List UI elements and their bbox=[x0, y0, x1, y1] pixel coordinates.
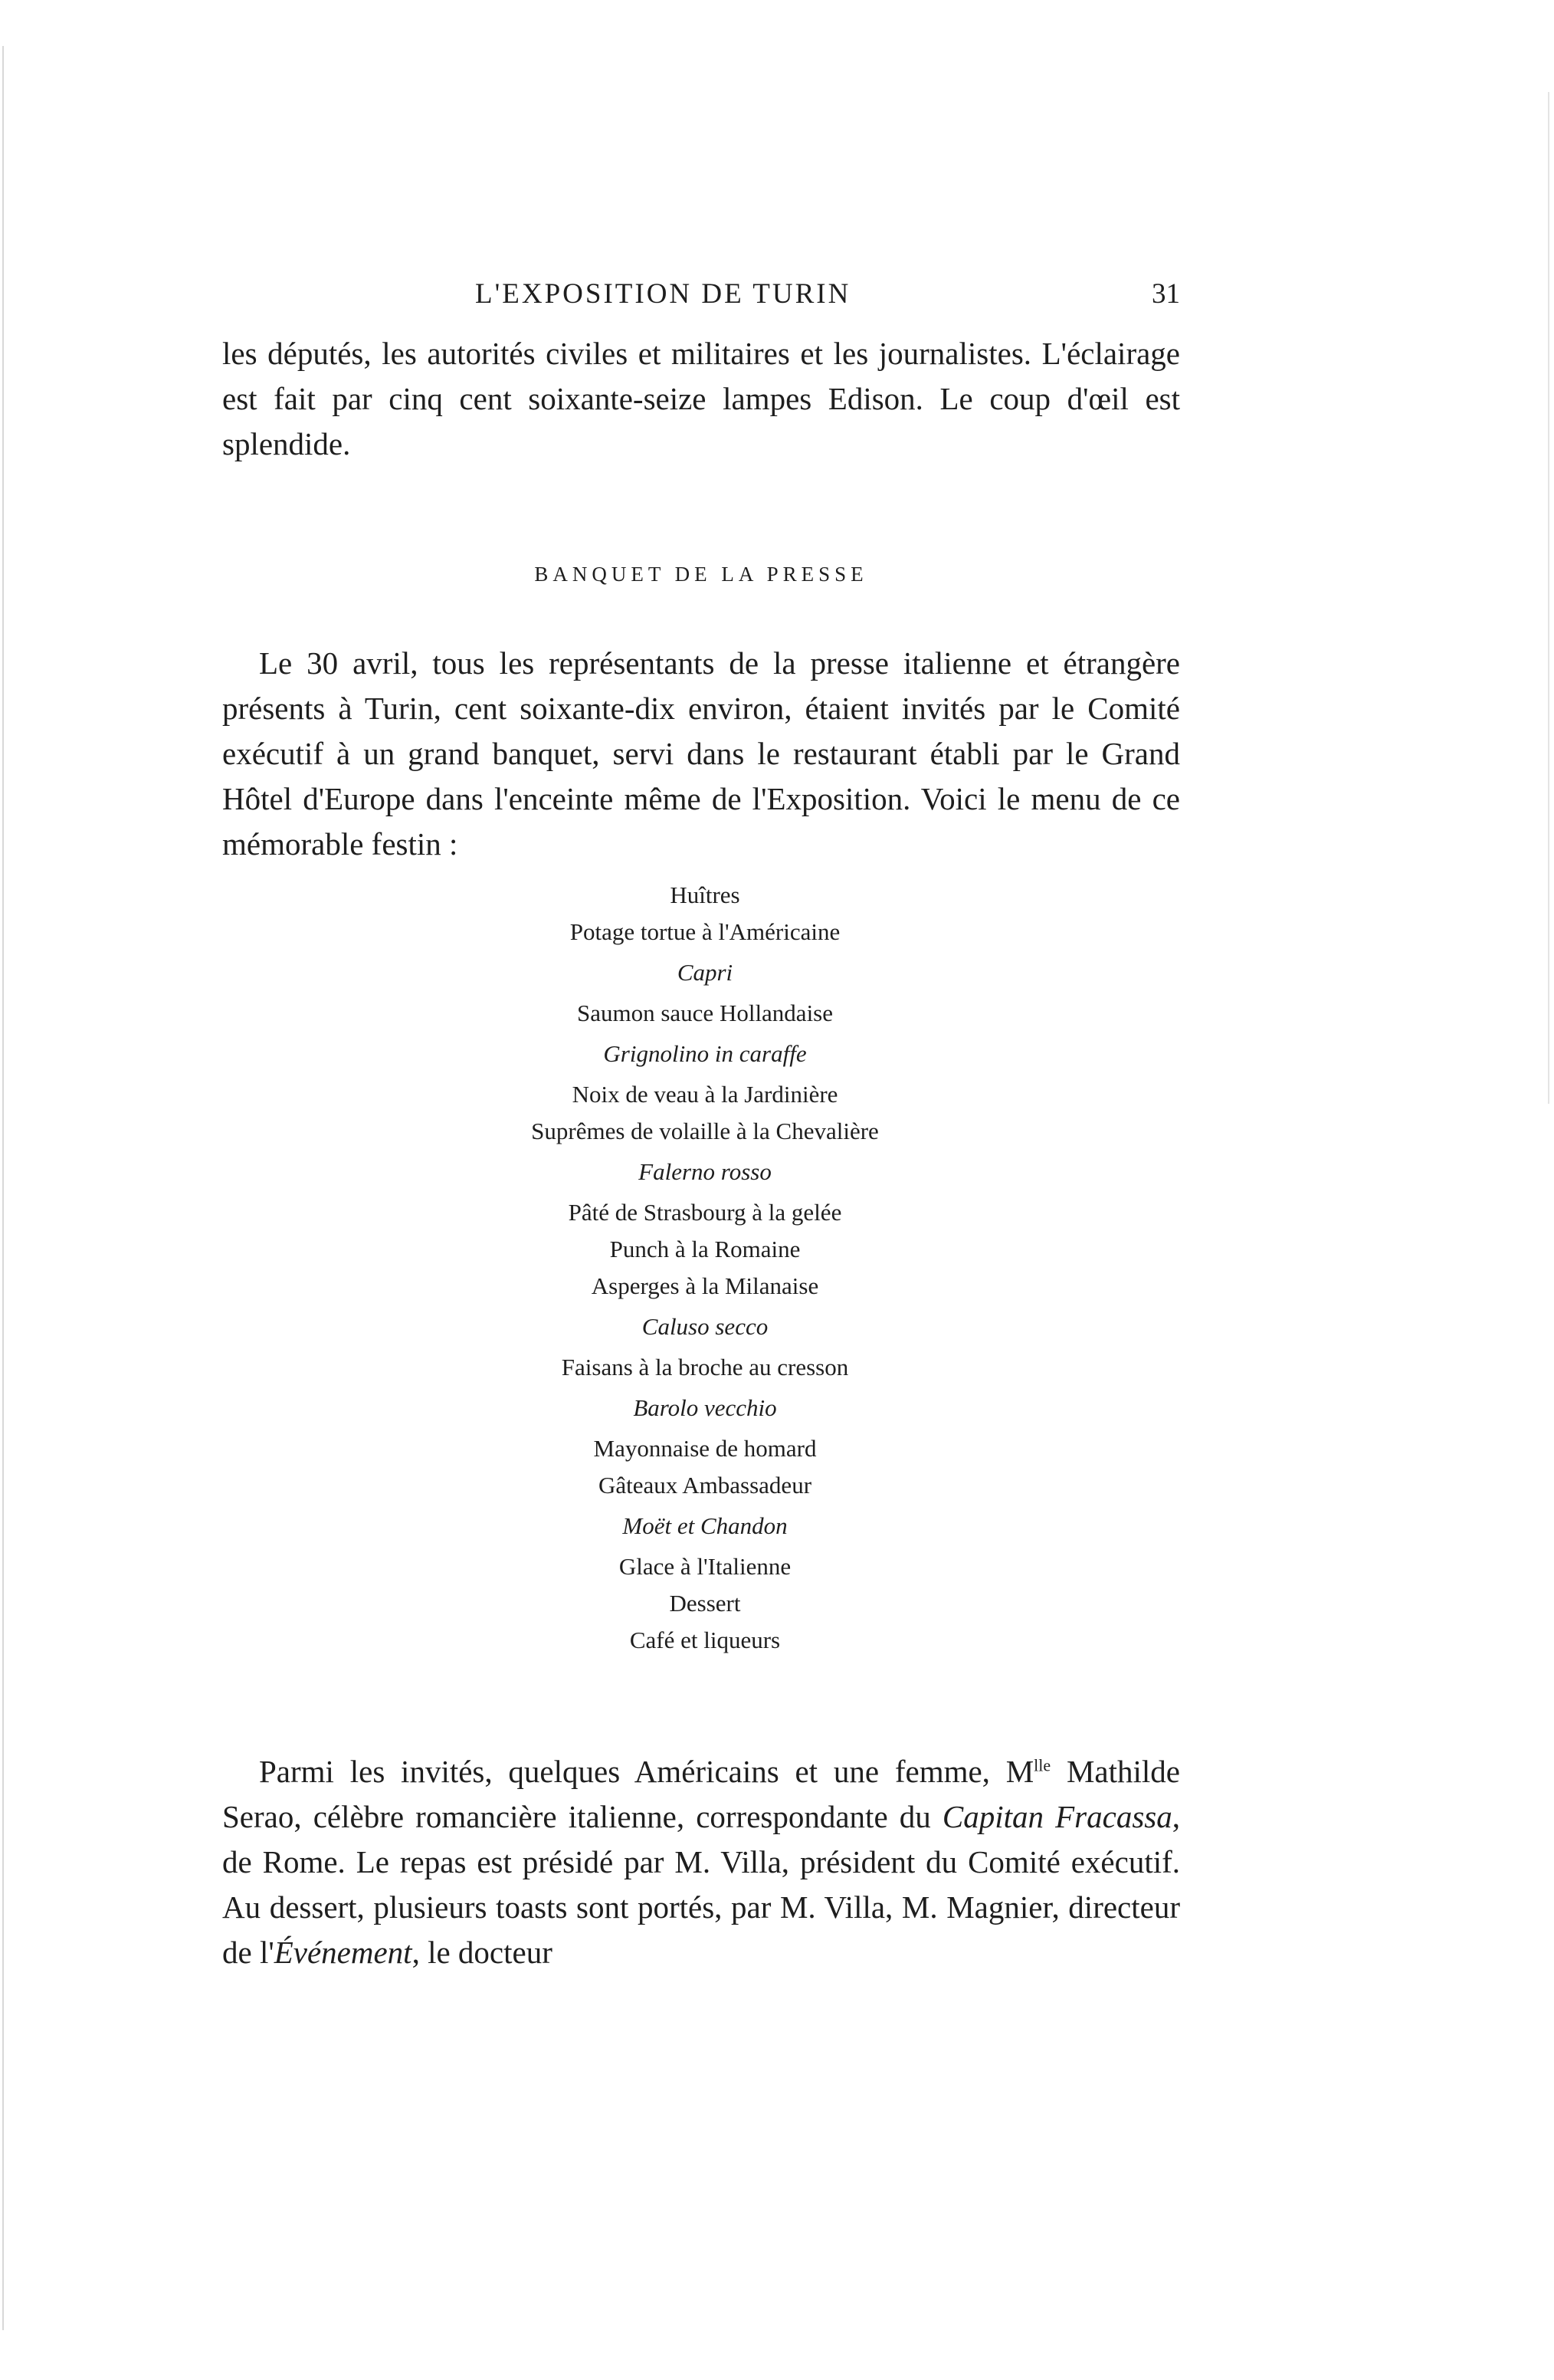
menu-wine: Caluso secco bbox=[641, 1313, 769, 1340]
menu-wine: Capri bbox=[677, 959, 733, 986]
page-header bbox=[222, 277, 1180, 323]
page-number: 31 bbox=[1152, 278, 1180, 310]
guests-text-3: , de Rome. Le repas est présidé par M. Villa, président du Comité exécutif. Au dessert, plusieurs toasts sont portés, par M. Villa, M. Magnier, directeur de l' bbox=[222, 1799, 1180, 1970]
menu-item: Potage tortue à l'Américaine bbox=[569, 918, 841, 945]
journal-title-capitan-fracassa: Capitan Fracassa bbox=[942, 1799, 1172, 1834]
banquet-menu bbox=[460, 877, 950, 1659]
scan-edge-left bbox=[2, 46, 4, 2330]
menu-item: Gâteaux Ambassadeur bbox=[598, 1472, 812, 1499]
guests-text-1: Parmi les invités, quelques Américains et une femme, M bbox=[259, 1754, 1034, 1789]
guests-text-4: , le docteur bbox=[411, 1935, 552, 1970]
menu-item: Saumon sauce Hollandaise bbox=[576, 1000, 834, 1026]
scan-edge-right bbox=[1548, 92, 1549, 1104]
guests-text-2: Mathilde Serao, célèbre romancière italienne, correspondante du bbox=[222, 1754, 1180, 1834]
menu-item: Suprêmes de volaille à la Chevalière bbox=[531, 1118, 879, 1144]
menu-item: Glace à l'Italienne bbox=[618, 1553, 792, 1580]
menu-item: Huîtres bbox=[670, 881, 740, 908]
section-title: BANQUET DE LA PRESSE bbox=[534, 563, 868, 586]
menu-wine: Falerno rosso bbox=[638, 1158, 772, 1185]
journal-title-evenement: Événement bbox=[274, 1935, 412, 1970]
menu-item: Pâté de Strasbourg à la gelée bbox=[568, 1199, 842, 1226]
menu-item: Punch à la Romaine bbox=[609, 1236, 801, 1262]
menu-wine: Moët et Chandon bbox=[622, 1512, 788, 1539]
paragraph-illumination: les députés, les autorités civiles et militaires et les journalistes. L'éclairage est fait par cinq cent soixante-seize lampes Edison. Le coup d'œil est splendide. bbox=[222, 336, 1180, 461]
menu-item: Asperges à la Milanaise bbox=[591, 1272, 819, 1299]
mlle-superscript: lle bbox=[1034, 1755, 1051, 1775]
menu-wine: Barolo vecchio bbox=[633, 1394, 777, 1421]
paragraph-guests bbox=[222, 1749, 1180, 1975]
paragraph-banquet-intro: Le 30 avril, tous les représentants de la presse italienne et étrangère présents à Turin, cent soixante-dix environ, étaient invités par le Comité exécutif à un grand banquet, servi dans le restaurant établi par le Grand Hôtel d'Europe dans l'enceinte même de l'Exposition. Voici le menu de ce mémorable festin : bbox=[222, 645, 1180, 862]
menu-wine: Grignolino in caraffe bbox=[603, 1040, 807, 1067]
menu-item: Noix de veau à la Jardinière bbox=[572, 1081, 838, 1108]
menu-item: Faisans à la broche au cresson bbox=[561, 1354, 849, 1380]
menu-item: Mayonnaise de homard bbox=[593, 1435, 817, 1462]
menu-item: Dessert bbox=[669, 1590, 741, 1617]
running-title: L'EXPOSITION DE TURIN bbox=[475, 278, 851, 310]
menu-item: Café et liqueurs bbox=[629, 1627, 781, 1653]
